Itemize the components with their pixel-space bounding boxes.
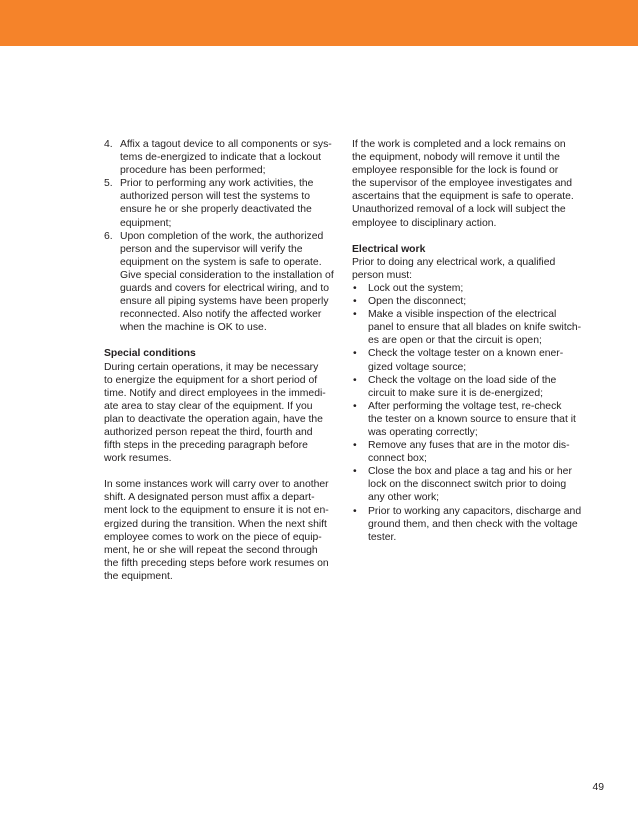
step-text-line: person and the supervisor will verify the bbox=[120, 243, 303, 255]
step-text-line: when the machine is OK to use. bbox=[120, 322, 267, 334]
bullet-text-line: circuit to make sure it is de-energized; bbox=[368, 387, 543, 399]
electrical-work-intro bbox=[352, 256, 588, 282]
bullet-text-line: Make a visible inspection of the electrical bbox=[368, 309, 557, 321]
step-text-line: reconnected. Also notify the affected worker bbox=[120, 309, 322, 321]
step-text-line: procedure has been performed; bbox=[120, 165, 266, 177]
step-text-line: authorized person will test the systems to bbox=[120, 191, 311, 203]
step-text-line: Prior to performing any work activities, the bbox=[120, 178, 314, 190]
special-conditions-paragraph-2-line: shift. A designated person must affix a depart- bbox=[104, 492, 315, 504]
bullet-text-line: gized voltage source; bbox=[368, 361, 467, 373]
electrical-work-intro-line: Prior to doing any electrical work, a qualified bbox=[352, 256, 556, 268]
step-text-line: ensure he or she properly deactivated the bbox=[120, 204, 312, 216]
step-number: 4. bbox=[104, 139, 113, 150]
bullet-item bbox=[352, 282, 588, 295]
procedure-step bbox=[104, 177, 340, 229]
bullet-text-line: connect box; bbox=[368, 453, 427, 465]
bullet-item bbox=[352, 308, 588, 347]
lock-removal-paragraph-line: employee responsible for the lock is found or bbox=[352, 165, 559, 177]
bullet-text-line: Check the voltage on the load side of the bbox=[368, 374, 557, 386]
step-text bbox=[120, 177, 340, 229]
bullet-item bbox=[352, 505, 588, 544]
bullet-item bbox=[352, 400, 588, 439]
step-text-line: Affix a tagout device to all components or sys- bbox=[120, 139, 332, 150]
bullet-text-line: es are open or that the circuit is open; bbox=[368, 335, 542, 347]
step-text bbox=[120, 230, 340, 335]
special-conditions-paragraph-2 bbox=[104, 478, 340, 583]
bullet-item bbox=[352, 465, 588, 504]
bullet-text-line: Lock out the system; bbox=[368, 282, 464, 294]
bullet-icon: • bbox=[353, 466, 357, 478]
step-text-line: tems de-energized to indicate that a lockout bbox=[120, 152, 322, 164]
lock-removal-paragraph-line: Unauthorized removal of a lock will subject the bbox=[352, 204, 566, 216]
bullet-text bbox=[368, 374, 588, 400]
special-conditions-paragraph-1-line: authorized person repeat the third, fourth and bbox=[104, 426, 313, 438]
bullet-text-line: Remove any fuses that are in the motor dis- bbox=[368, 440, 570, 452]
page-number: 49 bbox=[592, 782, 604, 793]
special-conditions-paragraph-1-line: time. Notify and direct employees in the immedi- bbox=[104, 387, 326, 399]
bullet-icon: • bbox=[353, 309, 357, 321]
bullet-text bbox=[368, 400, 588, 439]
bullet-text-line: any other work; bbox=[368, 492, 440, 504]
bullet-item bbox=[352, 374, 588, 400]
step-text-line: Give special consideration to the installation of bbox=[120, 269, 334, 281]
bullet-text-line: After performing the voltage test, re-check bbox=[368, 400, 562, 412]
bullet-text-line: lock on the disconnect switch prior to doing bbox=[368, 479, 567, 491]
step-text-line: equipment on the system is safe to operate. bbox=[120, 256, 322, 268]
lock-removal-paragraph-line: employee to disciplinary action. bbox=[352, 217, 497, 229]
special-conditions-paragraph-2-line: employee comes to work on the piece of equip- bbox=[104, 531, 322, 543]
step-text-line: Upon completion of the work, the authorized bbox=[120, 230, 324, 242]
bullet-icon: • bbox=[353, 505, 357, 517]
special-conditions-paragraph-1-line: to energize the equipment for a short period of bbox=[104, 374, 318, 386]
lock-removal-paragraph bbox=[352, 138, 588, 230]
electrical-work-heading: Electrical work bbox=[352, 243, 426, 255]
left-column bbox=[104, 138, 340, 583]
bullet-text bbox=[368, 282, 588, 295]
lock-removal-paragraph-line: If the work is completed and a lock remains on bbox=[352, 139, 566, 150]
special-conditions-paragraph-1-line: plan to deactivate the operation again, have the bbox=[104, 413, 323, 425]
step-number: 6. bbox=[104, 230, 113, 242]
header-band bbox=[0, 0, 638, 46]
step-text-line: ensure all piping systems have been properly bbox=[120, 296, 329, 308]
bullet-text-line: tester. bbox=[368, 531, 397, 543]
bullet-text-line: Open the disconnect; bbox=[368, 296, 467, 308]
lock-removal-paragraph-line: the supervisor of the employee investigates and bbox=[352, 178, 573, 190]
step-text bbox=[120, 138, 340, 177]
special-conditions-paragraph-1 bbox=[104, 361, 340, 466]
electrical-work-intro-line: person must: bbox=[352, 269, 413, 281]
bullet-icon: • bbox=[353, 282, 357, 294]
bullet-icon: • bbox=[353, 296, 357, 308]
lock-removal-paragraph-line: the equipment, nobody will remove it until the bbox=[352, 152, 560, 164]
bullet-text bbox=[368, 308, 588, 347]
bullet-text bbox=[368, 505, 588, 544]
bullet-item bbox=[352, 347, 588, 373]
bullet-item bbox=[352, 439, 588, 465]
bullet-icon: • bbox=[353, 348, 357, 360]
bullet-text bbox=[368, 465, 588, 504]
bullet-text-line: ground them, and then check with the voltage bbox=[368, 518, 578, 530]
special-conditions-paragraph-2-line: the equipment. bbox=[104, 570, 173, 582]
electrical-work-bullets bbox=[352, 282, 588, 544]
procedure-steps bbox=[104, 138, 340, 334]
special-conditions-paragraph-2-line: ergized during the transition. When the next shift bbox=[104, 518, 327, 530]
bullet-text-line: the tester on a known source to ensure that it bbox=[368, 413, 576, 425]
step-text-line: equipment; bbox=[120, 217, 172, 229]
bullet-item bbox=[352, 295, 588, 308]
bullet-text bbox=[368, 347, 588, 373]
bullet-text-line: was operating correctly; bbox=[368, 426, 478, 438]
bullet-text bbox=[368, 295, 588, 308]
special-conditions-paragraph-2-line: ment lock to the equipment to ensure it is not en- bbox=[104, 505, 329, 517]
special-conditions-paragraph-2-line: ment, he or she will repeat the second through bbox=[104, 544, 318, 556]
bullet-text-line: Check the voltage tester on a known ener- bbox=[368, 348, 564, 360]
bullet-text-line: Prior to working any capacitors, discharge and bbox=[368, 505, 582, 517]
special-conditions-paragraph-2-line: In some instances work will carry over to another bbox=[104, 479, 329, 491]
special-conditions-paragraph-1-line: During certain operations, it may be necessary bbox=[104, 361, 319, 373]
procedure-step bbox=[104, 230, 340, 335]
special-conditions-paragraph-1-line: ate area to stay clear of the equipment. If you bbox=[104, 400, 313, 412]
bullet-icon: • bbox=[353, 400, 357, 412]
lock-removal-paragraph-line: ascertains that the equipment is safe to operate. bbox=[352, 191, 574, 203]
special-conditions-paragraph-1-line: fifth steps in the preceding paragraph before bbox=[104, 440, 308, 452]
bullet-text bbox=[368, 439, 588, 465]
step-number: 5. bbox=[104, 178, 113, 190]
special-conditions-paragraph-2-line: the fifth preceding steps before work resumes on bbox=[104, 557, 329, 569]
bullet-text-line: panel to ensure that all blades on knife switch- bbox=[368, 322, 582, 334]
step-text-line: guards and covers for electrical wiring, and to bbox=[120, 283, 330, 295]
bullet-icon: • bbox=[353, 374, 357, 386]
right-column bbox=[352, 138, 588, 544]
special-conditions-paragraph-1-line: work resumes. bbox=[104, 453, 172, 465]
special-conditions-heading: Special conditions bbox=[104, 348, 196, 360]
bullet-icon: • bbox=[353, 440, 357, 452]
procedure-step bbox=[104, 138, 340, 177]
bullet-text-line: Close the box and place a tag and his or her bbox=[368, 466, 572, 478]
